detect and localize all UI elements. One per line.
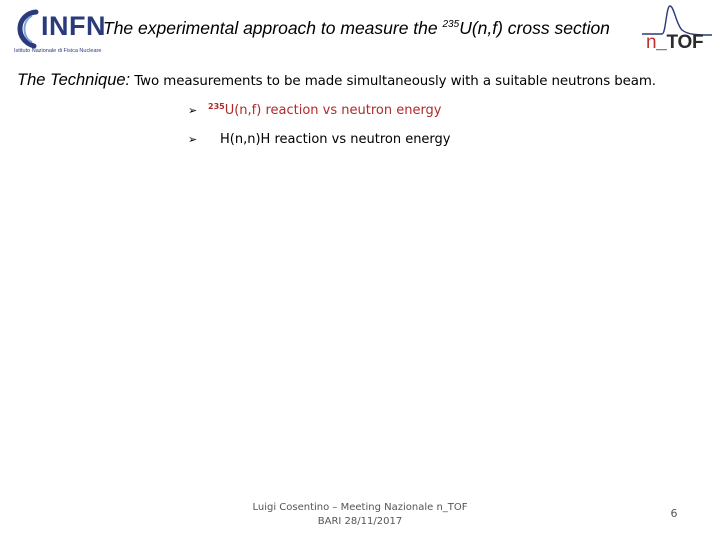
title-prefix: The experimental approach to measure the: [103, 18, 443, 38]
ntof-rest: _TOF: [656, 32, 704, 53]
technique-label: The Technique:: [17, 71, 131, 89]
bullet-isotope: 235: [208, 102, 225, 111]
arrow-bullet-icon: ➢: [188, 133, 198, 146]
bullet-text: H(n,n)H reaction vs neutron energy: [220, 132, 451, 147]
bullet-scattering: [188, 132, 451, 147]
footer-line1: Luigi Cosentino – Meeting Nazionale n_TOF: [252, 502, 468, 513]
footer-line2: BARI 28/11/2017: [317, 516, 403, 527]
ntof-wordmark: [646, 32, 703, 54]
infn-wordmark: INFN: [41, 11, 106, 41]
title-suffix: U(n,f) cross section: [459, 18, 610, 38]
title-isotope: 235: [442, 19, 460, 30]
page-number: 6: [670, 507, 678, 520]
footer: [240, 501, 480, 529]
arrow-bullet-icon: ➢: [188, 104, 198, 117]
infn-logo: [8, 4, 108, 56]
slide-title: [103, 18, 610, 39]
infn-subtitle: Istituto Nazionale di Fisica Nucleare: [14, 48, 102, 54]
bullet-text: U(n,f) reaction vs neutron energy: [224, 103, 442, 118]
ntof-logo: [636, 2, 716, 58]
technique-text: Two measurements to be made simultaneously with a suitable neutrons beam.: [134, 74, 656, 89]
bullet-fission: [188, 102, 442, 118]
ntof-n: n: [646, 32, 657, 53]
technique-line: [17, 71, 656, 90]
